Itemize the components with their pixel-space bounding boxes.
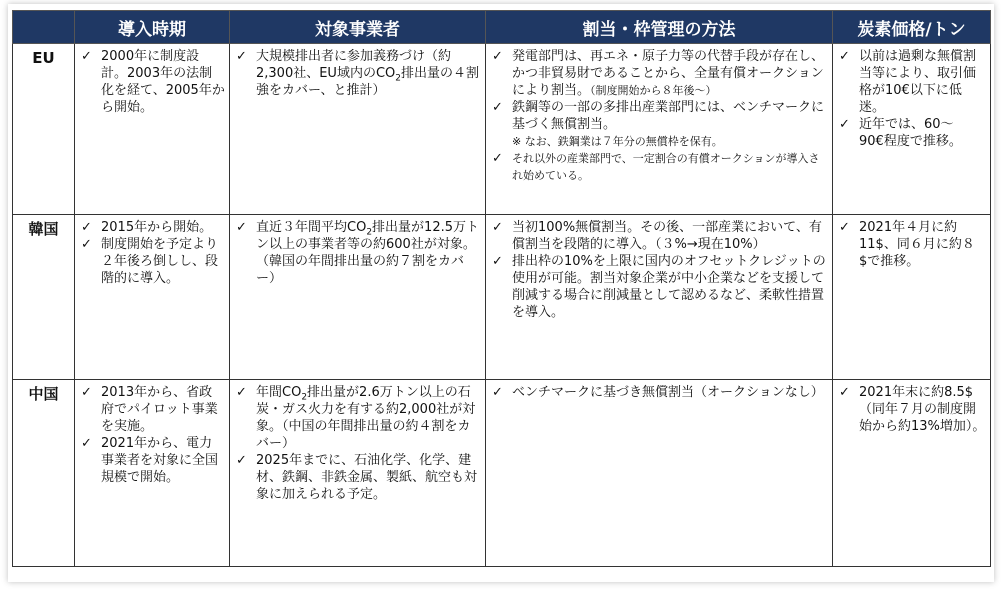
list-item: ✓ 排出枠の10%を上限に国内のオフセットクレジットの使用が可能。割当対象企業が中小企業などを支援して削減する場合に削減量として認めるなど、柔軟性措置を導入。 [492,254,826,320]
header-region [13,11,75,44]
eu-intro-cell [75,44,230,215]
check-icon: ✓ [492,49,503,64]
list-item: ✓ 以前は過剰な無償割当等により、取引価格が10€以下に低迷。 [839,49,977,115]
check-icon: ✓ [81,49,92,64]
table-row-korea [13,215,991,380]
list-item: ✓ 2025年までに、石油化学、化学、建材、鉄鋼、非鉄金属、製紙、航空も対象に加えられる予定。 [236,453,478,502]
korea-price-cell [833,215,991,380]
check-icon: ✓ [839,117,850,132]
region-china: 中国 [13,380,75,567]
check-icon: ✓ [839,385,850,400]
list-item: ✓ 2015年から開始。 [81,220,213,235]
check-icon: ✓ [81,237,92,252]
china-target-cell [230,380,486,567]
list-item: ✓ 2021年４月に約11$、同６月に約８$で推移。 [839,220,975,269]
check-icon: ✓ [236,385,247,400]
list-item: ✓ 発電部門は、再エネ・原子力等の代替手段が存在し、かつ非貿易財であることから、全量有償オークションにより割当。（制度開始から８年後～） [492,49,825,98]
check-icon: ✓ [492,254,503,269]
check-icon: ✓ [236,453,247,468]
korea-intro-cell [75,215,230,380]
list-item: ✓ ベンチマークに基づき無償割当（オークションなし） [492,385,824,400]
list-item: ✓ 近年では、60～90€程度で推移。 [839,117,962,149]
header-carbon-price: 炭素価格/トン [833,11,991,44]
table-row-china [13,380,991,567]
korea-allocation-cell [486,215,833,380]
eu-allocation-cell [486,44,833,215]
china-intro-cell [75,380,230,567]
table-row-eu [13,44,991,215]
check-icon: ✓ [81,220,92,235]
list-item: ✓ 年間$CO_2$排出量が2.6万トン以上の石炭・ガス火力を有する約2,000社が対象。（中国の年間排出量の約４割をカバー） [236,385,476,451]
list-item: ✓ 2021年末に約8.5$（同年７月の制度開始から約13%増加）。 [839,385,986,434]
region-korea: 韓国 [13,215,75,380]
region-eu: EU [13,44,75,215]
korea-target-cell [230,215,486,380]
china-price-cell [833,380,991,567]
header-row [13,11,991,44]
check-icon: ✓ [236,220,247,235]
eu-target-cell [230,44,486,215]
list-item: ✓ 2000年に制度設計。2003年の法制化を経て、2005年から開始。 [81,49,225,115]
eu-price-cell [833,44,991,215]
check-icon: ✓ [492,220,503,235]
header-intro-period: 導入時期 [75,11,230,44]
list-item: ✓ 2021年から、電力事業者を対象に全国規模で開始。 [81,436,219,485]
list-item: ✓ 2013年から、省政府でパイロット事業を実施。 [81,385,218,434]
china-allocation-cell [486,380,833,567]
check-icon: ✓ [839,49,850,64]
check-icon: ✓ [839,220,850,235]
check-icon: ✓ [236,49,247,64]
list-item: ✓ 直近３年間平均$CO_2$排出量が12.5万トン以上の事業者等の約600社が対象。（韓国の年間排出量の約７割をカバー） [236,220,479,286]
eu-allocation-note: ※ なお、鉄鋼業は７年分の無償枠を保有。 [512,135,723,148]
carbon-pricing-table [12,10,991,567]
header-allocation-method: 割当・枠管理の方法 [486,11,833,44]
check-icon: ✓ [492,100,503,115]
check-icon: ✓ [492,385,503,400]
check-icon: ✓ [492,151,503,166]
header-target-operators: 対象事業者 [230,11,486,44]
list-item: ✓ 制度開始を予定より２年後ろ倒しし、段階的に導入。 [81,237,219,286]
list-item: ✓ 大規模排出者に参加義務づけ（約2,300社、EU域内の$CO_2$排出量の４割強をカバー、と推計） [236,49,480,98]
check-icon: ✓ [81,385,92,400]
list-item: ✓ 当初100%無償割当。その後、一部産業において、有償割当を段階的に導入。（３%→現在10%） [492,220,822,252]
list-item: ✓ それ以外の産業部門で、一定割合の有償オークションが導入され始めている。 [492,151,820,182]
check-icon: ✓ [81,436,92,451]
list-item: ✓ 鉄鋼等の一部の多排出産業部門には、ベンチマークに基づく無償割当。 [492,100,825,132]
